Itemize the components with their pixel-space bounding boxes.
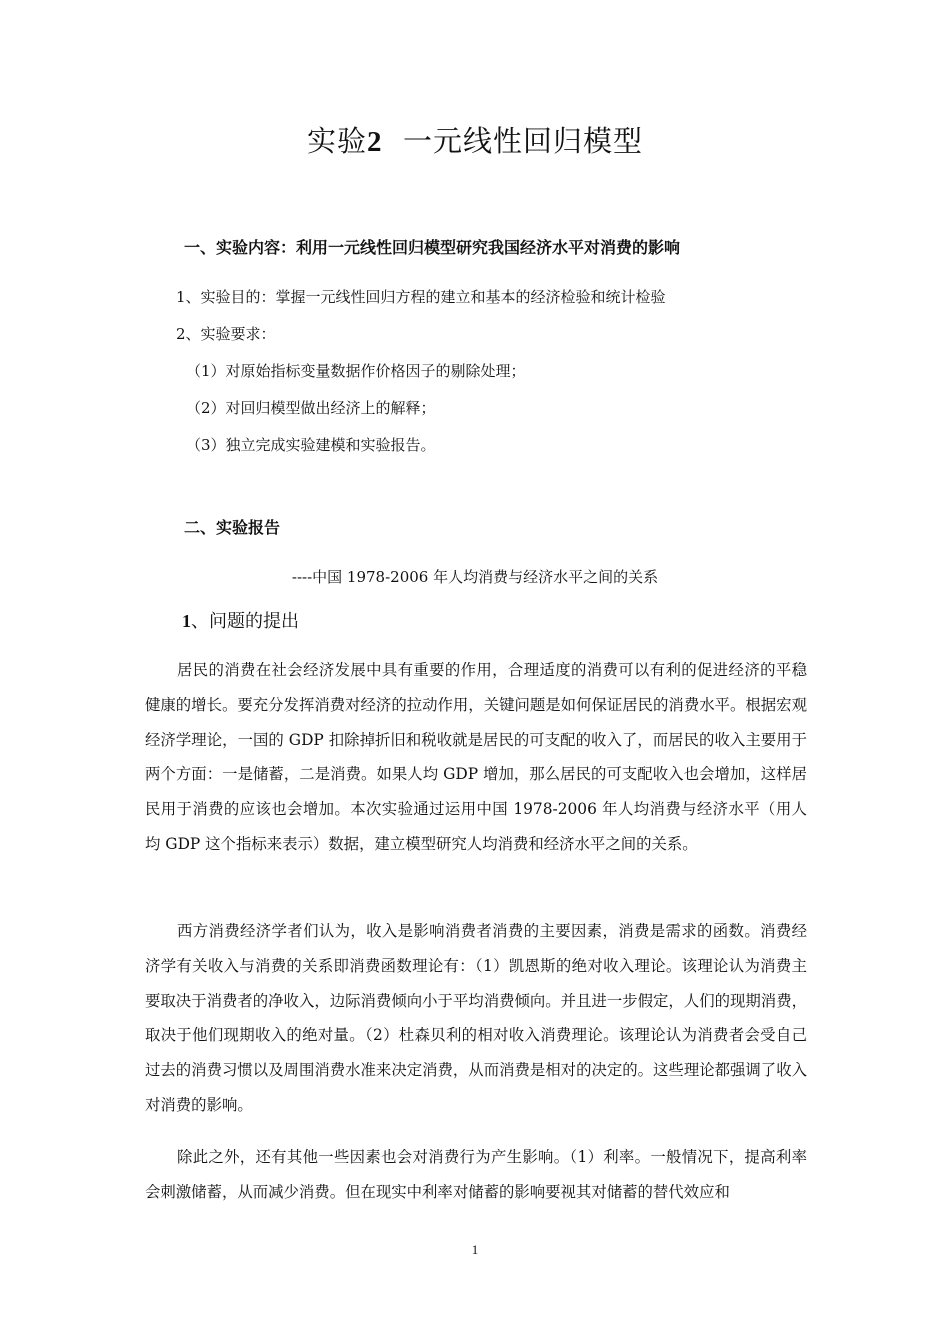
section-1-heading: 一、实验内容：利用一元线性回归模型研究我国经济水平对消费的影响 — [184, 238, 681, 257]
title-text: 一元线性回归模型 — [402, 124, 643, 158]
experiment-requirements: 2、实验要求： — [176, 325, 276, 343]
paragraph-1: 居民的消费在社会经济发展中具有重要的作用，合理适度的消费可以有利的促进经济的平稳健康的增长。要充分发挥消费对经济的拉动作用，关键问题是如何保证居民的消费水平。根据宏观经济学理论，一国的 GDP 扣除掉折旧和税收就是居民的可支配的收入了，而居民的收入主要用于两个方面：一是储蓄，二是消费。如果人均 GDP 增加，那么居民的可支配收入也会增加，这样居民用于消费的应该也会增加。本次实验通过运用中国 1978-2006 年人均消费与经济水平（用人均 GDP 这个指标来表示）数据，建立模型研究人均消费和经济水平之间的关系。 — [145, 661, 807, 853]
subsection-title: 、问题的提出 — [191, 611, 299, 632]
requirement-3: （3）独立完成实验建模和实验报告。 — [186, 436, 436, 454]
title-number: 2 — [367, 126, 383, 158]
subsection-heading — [182, 608, 299, 635]
page-number: 1 — [471, 1242, 479, 1257]
document-title — [0, 118, 950, 165]
report-subtitle: ----中国 1978-2006 年人均消费与经济水平之间的关系 — [291, 568, 659, 586]
paragraph-3: 除此之外，还有其他一些因素也会对消费行为产生影响。（1）利率。一般情况下，提高利率会刺激储蓄，从而减少消费。但在现实中利率对储蓄的影响要视其对储蓄的替代效应和 — [145, 1148, 807, 1201]
experiment-purpose: 1、实验目的：掌握一元线性回归方程的建立和基本的经济检验和统计检验 — [176, 288, 666, 306]
requirement-1: （1）对原始指标变量数据作价格因子的剔除处理； — [186, 362, 526, 380]
requirement-2: （2）对回归模型做出经济上的解释； — [186, 399, 436, 417]
title-prefix: 实验 — [307, 124, 368, 158]
subsection-number: 1 — [182, 611, 191, 631]
section-2-heading: 二、实验报告 — [184, 518, 281, 537]
paragraph-2: 西方消费经济学者们认为，收入是影响消费者消费的主要因素，消费是需求的函数。消费经济学有关收入与消费的关系即消费函数理论有：（1）凯恩斯的绝对收入理论。该理论认为消费主要取决于消费者的净收入，边际消费倾向小于平均消费倾向。并且进一步假定，人们的现期消费，取决于他们现期收入的绝对量。（2）杜森贝利的相对收入消费理论。该理论认为消费者会受自己过去的消费习惯以及周围消费水准来决定消费，从而消费是相对的决定的。这些理论都强调了收入对消费的影响。 — [145, 922, 807, 1114]
